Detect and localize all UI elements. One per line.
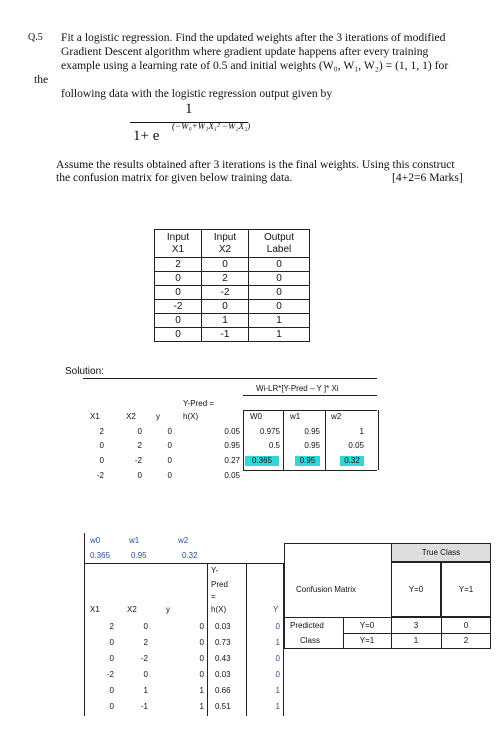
confusion-fp: 1: [413, 636, 419, 645]
confusion-tp: 2: [463, 636, 469, 645]
header-output-label: [249, 230, 310, 258]
final-row-4-x2: 0: [143, 670, 148, 679]
table-cell: 0: [249, 286, 310, 300]
final-row-5-y: 1: [199, 686, 204, 695]
sol-row-1-x2: 0: [137, 427, 142, 436]
solution-label: Solution:: [65, 366, 104, 377]
final-row-4-x1: -2: [106, 670, 114, 679]
final-row-2-Y: 1: [275, 638, 280, 647]
final-ypred-line-4: h(X): [211, 605, 227, 614]
table-cell: 2: [202, 272, 249, 286]
sol-row-2-x2: 2: [137, 441, 142, 450]
final-row-1-y: 0: [199, 622, 204, 631]
sol-row-2-w0: 0.5: [268, 441, 280, 450]
final-ypred-line-2: Pred: [211, 580, 228, 589]
question-line-6: the confusion matrix for given below training data.: [56, 171, 293, 184]
header-text: Input: [213, 231, 237, 243]
sol-row-3-w1: 0.95: [295, 456, 320, 466]
confusion-predicted-label: Predicted: [290, 621, 324, 630]
final-w0-value: 0.365: [90, 551, 111, 560]
final-row-1-Y: 0: [275, 622, 280, 631]
table-row: [155, 272, 310, 286]
col-w0: W0: [250, 412, 262, 421]
final-w0-label: w0: [90, 536, 101, 545]
question-line-1: Fit a logistic regression. Find the updated weights after the 3 iterations of modified: [61, 31, 446, 44]
sol-row-4-y: 0: [167, 471, 172, 480]
final-left-border: [84, 533, 85, 716]
header-text: Input: [166, 231, 190, 243]
final-row-2-y: 0: [199, 638, 204, 647]
header-text: X2: [218, 243, 232, 255]
sol-row-1-y: 0: [167, 427, 172, 436]
col-x1: X1: [90, 412, 100, 421]
sol-row-4-x1: -2: [96, 471, 104, 480]
final-w2-label: w2: [178, 536, 189, 545]
ypred-label-2: h(X): [183, 412, 199, 421]
final-row-3-Y: 0: [275, 654, 280, 663]
sol-row-3-w2: 0.32: [340, 456, 364, 466]
final-row-3-pred: 0.43: [215, 654, 231, 663]
question-line-5: Assume the results obtained after 3 iterations is the final weights. Using this construct: [56, 158, 455, 171]
col-w1: w1: [290, 412, 301, 421]
solution-divider-w2: [325, 410, 326, 470]
confusion-row1-label: Y=1: [359, 636, 375, 645]
header-input-x2: [202, 230, 249, 258]
update-rule-text: Wi-LR*[Y-Pred – Y ]* Xi: [256, 384, 339, 393]
confusion-col-y0: Y=0: [408, 585, 424, 594]
final-row-3-y: 0: [199, 654, 204, 663]
final-row-3-x1: 0: [109, 654, 114, 663]
final-row-1-pred: 0.03: [215, 622, 231, 631]
col-x2: X2: [126, 412, 136, 421]
sol-row-4-pred: 0.05: [224, 471, 240, 480]
final-w1-value: 0.95: [131, 551, 147, 560]
table-row: [155, 258, 310, 272]
table-cell: 0: [155, 328, 202, 342]
table-cell: 0: [249, 300, 310, 314]
final-row-6-y: 1: [199, 702, 204, 711]
question-line-3: example using a learning rate of 0.5 and initial weights (W₀, W₁, W₂) = (1, 1, 1) for: [61, 59, 449, 72]
header-text: Label: [266, 243, 292, 255]
confusion-tn: 3: [413, 621, 419, 630]
table-cell: 2: [155, 258, 202, 272]
final-row-5-Y: 1: [275, 686, 280, 695]
final-row-4-y: 0: [199, 670, 204, 679]
final-row-6-x1: 0: [109, 702, 114, 711]
table-cell: 0: [249, 272, 310, 286]
final-ypred-line-3: =: [211, 592, 216, 601]
table-cell: 0: [155, 314, 202, 328]
formula-numerator: 1: [185, 101, 193, 117]
table-row: [155, 328, 310, 342]
col-w2: w2: [331, 412, 342, 421]
sol-row-2-w2: 0.05: [348, 441, 364, 450]
sol-row-2-y: 0: [167, 441, 172, 450]
final-row-5-x1: 0: [109, 686, 114, 695]
table-cell: 0: [249, 258, 310, 272]
sol-row-3-x1: 0: [99, 456, 104, 465]
table-cell: 0: [202, 300, 249, 314]
sol-row-1-w1: 0.95: [304, 427, 320, 436]
final-row-2-x2: 2: [143, 638, 148, 647]
final-col-y: y: [166, 605, 170, 614]
sol-row-3-pred: 0.27: [224, 456, 240, 465]
sol-row-2-w1: 0.95: [304, 441, 320, 450]
sol-row-2-x1: 0: [99, 441, 104, 450]
table-row: [155, 300, 310, 314]
final-ypred-line-1: Y-: [211, 566, 219, 575]
final-row-1-x1: 2: [109, 622, 114, 631]
sol-row-1-w0: 0.975: [259, 427, 280, 436]
ypred-label-1: Y-Pred =: [183, 399, 215, 408]
header-input-x1: [155, 230, 202, 258]
table-cell: -2: [202, 286, 249, 300]
confusion-col-y1: Y=1: [458, 585, 474, 594]
sol-row-3-y: 0: [167, 456, 172, 465]
final-row-2-pred: 0.73: [215, 638, 231, 647]
final-w1-label: w1: [129, 536, 140, 545]
true-class-label: True Class: [421, 548, 461, 557]
question-word-the: the: [34, 73, 49, 86]
confusion-fn: 0: [463, 621, 469, 630]
input-data-table: [154, 229, 310, 342]
table-cell: 0: [155, 272, 202, 286]
table-row: [155, 286, 310, 300]
sol-row-2-pred: 0.95: [224, 441, 240, 450]
question-line-2: Gradient Descent algorithm where gradient update happens after every training: [61, 45, 429, 58]
final-row-3-x2: -2: [140, 654, 148, 663]
final-row-6-Y: 1: [275, 702, 280, 711]
table-cell: 0: [202, 258, 249, 272]
col-y: y: [156, 412, 160, 421]
final-row-4-pred: 0.03: [215, 670, 231, 679]
sol-row-1-pred: 0.05: [224, 427, 240, 436]
header-text: X1: [171, 243, 185, 255]
final-col-x1: X1: [90, 605, 100, 614]
sol-row-4-x2: 0: [137, 471, 142, 480]
table-cell: -1: [202, 328, 249, 342]
question-marks: [4+2=6 Marks]: [392, 171, 463, 184]
confusion-title: Confusion Matrix: [296, 585, 357, 594]
sol-row-1-x1: 2: [99, 427, 104, 436]
formula-exponent: (−W₀+W₁X₁² −W₂X₂): [172, 121, 251, 131]
question-line-4: following data with the logistic regression output given by: [61, 87, 333, 100]
final-row-6-pred: 0.51: [215, 702, 231, 711]
confusion-class-label: Class: [300, 636, 321, 645]
table-cell: -2: [155, 300, 202, 314]
sol-row-3-x2: -2: [134, 456, 142, 465]
question-number: Q.5: [28, 32, 43, 43]
input-table-header: [155, 230, 310, 258]
confusion-row-divider: [343, 633, 491, 634]
table-cell: 1: [202, 314, 249, 328]
final-row-5-pred: 0.66: [215, 686, 231, 695]
table-cell: 1: [249, 328, 310, 342]
sol-row-1-w2: 1: [359, 427, 364, 436]
final-header-line: [207, 563, 284, 564]
table-cell: 1: [249, 314, 310, 328]
final-row-2-x1: 0: [109, 638, 114, 647]
final-row-5-x2: 1: [143, 686, 148, 695]
header-text: Output: [263, 231, 295, 243]
final-col-Y: Y: [273, 605, 279, 614]
final-col-x2: X2: [127, 605, 137, 614]
final-weights-bottom: [84, 563, 207, 564]
table-row: [155, 314, 310, 328]
final-row-1-x2: 0: [143, 622, 148, 631]
solution-weight-bottom: [243, 470, 377, 471]
formula-denominator: 1+ e: [133, 128, 160, 144]
solution-divider-w1: [283, 410, 284, 470]
sol-row-3-w0: 0.365: [245, 456, 279, 466]
solution-weight-header-line: [243, 410, 377, 411]
final-w2-value: 0.32: [182, 551, 198, 560]
final-row-4-Y: 0: [275, 670, 280, 679]
final-row-6-x2: -1: [140, 702, 148, 711]
table-cell: 0: [155, 286, 202, 300]
confusion-row0-label: Y=0: [359, 621, 375, 630]
